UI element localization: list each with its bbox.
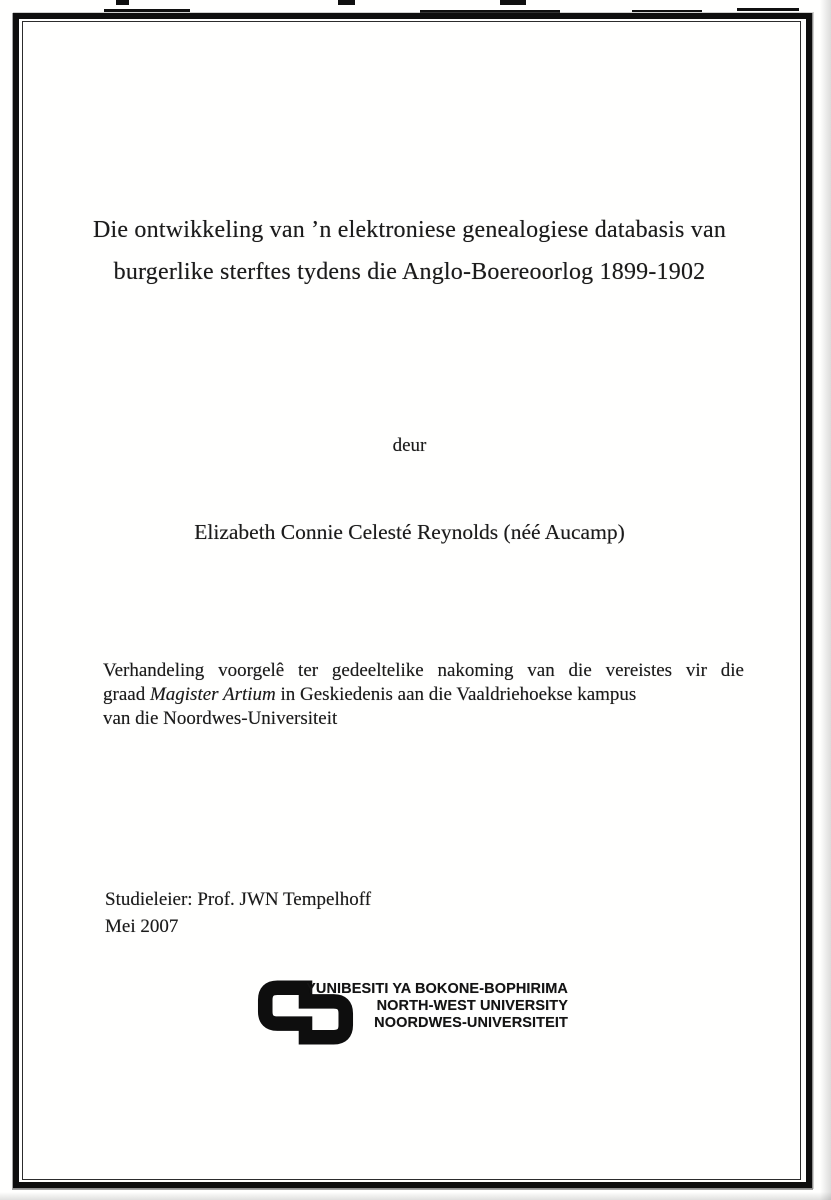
statement-line-2-prefix: graad: [103, 684, 150, 705]
title-line-2: burgerlike sterftes tydens die Anglo-Boereoorlog 1899-1902: [113, 259, 706, 285]
scan-artifact: [632, 10, 702, 12]
scan-artifact: [104, 9, 190, 12]
thesis-title: [60, 209, 759, 293]
university-logo-text: [306, 981, 568, 1032]
statement-line-3: van die Noordwes-Universiteit: [103, 708, 338, 729]
supervisor-block: [105, 886, 371, 940]
scan-edge-shading: [0, 1192, 831, 1200]
statement-line-1: Verhandeling voorgelê ter gedeeltelike nakoming van die vereistes vir die: [103, 660, 744, 681]
author-name: Elizabeth Connie Celesté Reynolds (néé Aucamp): [194, 520, 625, 544]
title-line-1: Die ontwikkeling van ’n elektroniese genealogiese databasis van: [92, 217, 727, 243]
scan-artifact: [500, 0, 526, 5]
byline: deur: [392, 435, 427, 456]
scan-artifact: [116, 0, 129, 5]
scan-artifact: [737, 8, 799, 11]
university-logo: [0, 975, 831, 1050]
degree-name-italic: Magister Artium: [149, 684, 276, 705]
date-line: Mei 2007: [105, 916, 179, 937]
supervisor-line: Studieleier: Prof. JWN Tempelhoff: [105, 889, 372, 910]
logo-text-english: NORTH-WEST UNIVERSITY: [376, 998, 568, 1014]
logo-text-setswana: YUNIBESITI YA BOKONE-BOPHIRIMA: [306, 981, 568, 997]
statement-line-2: [103, 683, 744, 707]
logo-text-afrikaans: NOORDWES-UNIVERSITEIT: [374, 1015, 568, 1031]
degree-statement: [103, 659, 744, 731]
scan-artifact: [338, 0, 355, 5]
statement-line-2-suffix: in Geskiedenis aan die Vaaldriehoekse kampus: [275, 684, 637, 705]
